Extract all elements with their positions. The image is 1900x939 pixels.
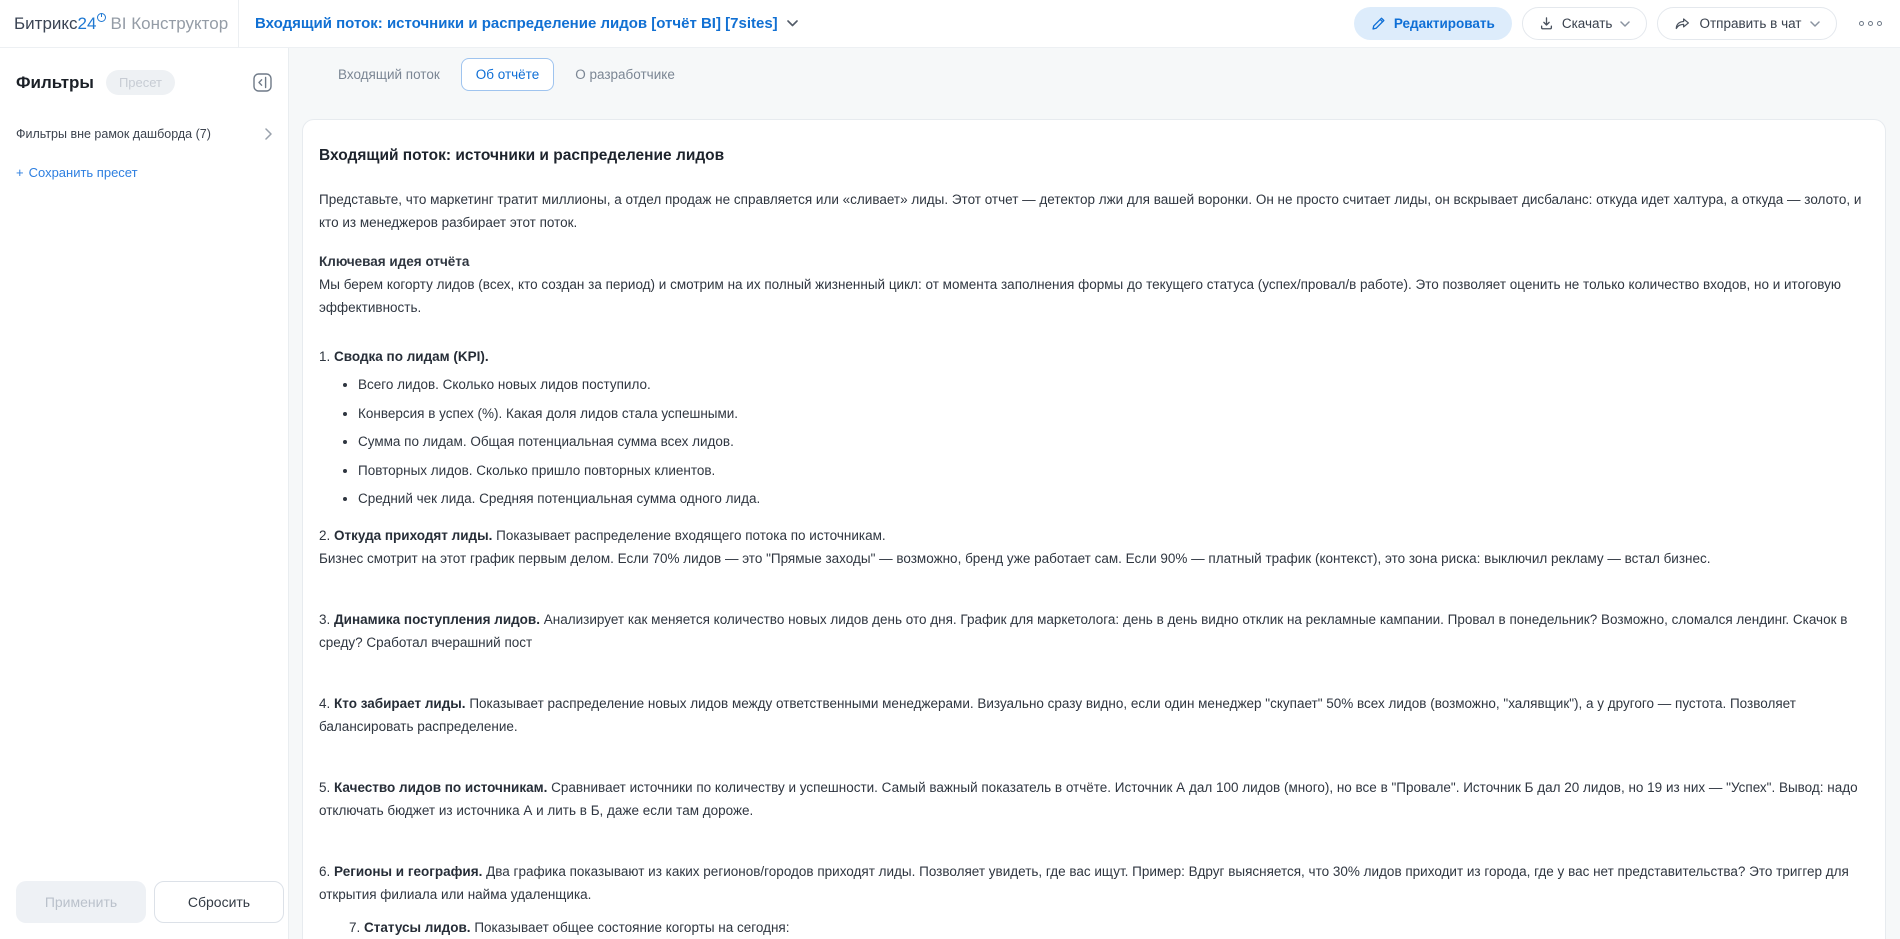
report-section-6 bbox=[319, 860, 1869, 906]
kpi-bullet: • Конверсия в успех (%). Какая доля лидов стала успешными. bbox=[358, 402, 1869, 425]
kpi-bullet-list bbox=[319, 373, 1869, 510]
key-idea-text: Мы берем когорту лидов (всех, кто создан за период) и смотрим на их полный жизненный цикл: от момента заполнения формы до текущего статуса (успех/провал/в работе). Это позволяет оценить не только количество входов, но и итоговую эффективность. bbox=[319, 277, 1841, 315]
filters-group-label: Фильтры вне рамок дашборда (7) bbox=[16, 127, 211, 141]
section-number: 2. bbox=[319, 528, 331, 543]
section-text: Сравнивает источники по количеству и успешности. Самый важный показатель в отчёте. Источник А дал 100 лидов (много), но все в "Провале". Источник Б дал 20 лидов, но 19 из них — "Успех". Вывод: надо отключать бюджет из источника А и лить в Б, даже если там дороже. bbox=[319, 780, 1858, 818]
download-button-label: Скачать bbox=[1561, 16, 1613, 31]
key-idea-title: Ключевая идея отчёта bbox=[319, 254, 470, 269]
send-to-chat-button[interactable] bbox=[1657, 7, 1836, 40]
save-preset-link[interactable] bbox=[16, 165, 138, 180]
more-menu-icon[interactable] bbox=[1857, 15, 1885, 33]
section-number: 5. bbox=[319, 780, 331, 795]
chevron-down-icon bbox=[1620, 21, 1630, 27]
kpi-bullet: • Сумма по лидам. Общая потенциальная сумма всех лидов. bbox=[358, 430, 1869, 453]
pencil-icon bbox=[1371, 16, 1386, 31]
share-arrow-icon bbox=[1674, 16, 1691, 31]
section-lead: Качество лидов по источникам. bbox=[334, 780, 548, 795]
kpi-bullet: • Средний чек лида. Средняя потенциальная сумма одного лида. bbox=[358, 487, 1869, 510]
preset-badge: Пресет bbox=[106, 70, 175, 95]
collapse-sidebar-icon[interactable] bbox=[253, 73, 272, 92]
report-heading: Входящий поток: источники и распределение лидов bbox=[319, 147, 725, 164]
main-area bbox=[289, 48, 1900, 939]
tab-incoming-flow[interactable]: Входящий поток bbox=[338, 67, 440, 82]
report-description-card bbox=[302, 119, 1886, 939]
section-lead: Динамика поступления лидов. bbox=[334, 612, 540, 627]
section-number: 4. bbox=[319, 696, 331, 711]
report-tabs bbox=[289, 58, 1886, 91]
tab-about-report[interactable]: Об отчёте bbox=[461, 58, 554, 91]
kpi-bullet: • Всего лидов. Сколько новых лидов поступило. bbox=[358, 373, 1869, 396]
bitrix24-clock-icon bbox=[97, 13, 106, 22]
section-lead: Кто забирает лиды. bbox=[334, 696, 466, 711]
section-lead: Регионы и география. bbox=[334, 864, 483, 879]
report-section-4 bbox=[319, 692, 1869, 738]
section-number: 7. bbox=[349, 920, 361, 935]
section-number: 3. bbox=[319, 612, 331, 627]
header-divider bbox=[238, 0, 239, 48]
section-lead: Статусы лидов. bbox=[364, 920, 471, 935]
section-text: Анализирует как меняется количество новых лидов день ото дня. График для маркетолога: день в день видно отклик на рекламные кампании. Провал в понедельник? Возможно, сломался лендинг. Скачок в среду? Сработал вчерашний пост bbox=[319, 612, 1848, 650]
chevron-down-icon bbox=[787, 20, 798, 27]
logo-text-24: 24 bbox=[77, 13, 97, 33]
app-header bbox=[0, 0, 1900, 48]
edit-button[interactable] bbox=[1354, 7, 1512, 40]
section-text: Два графика показывают из каких регионов/городов приходят лиды. Позволяет увидеть, где вас ищут. Пример: Вдруг выясняется, что 30% лидов приходит из города, где у вас нет представительства? Это триггер для открытия филиала или найма удаленщика. bbox=[319, 864, 1849, 902]
report-intro: Представьте, что маркетинг тратит миллионы, а отдел продаж не справляется или «сливает» лиды. Этот отчет — детектор лжи для вашей воронки. Он не просто считает лиды, он вскрывает дисбаланс: откуда идет халтура, а откуда — золото, и кто из менеджеров разбирает этот поток. bbox=[319, 192, 1862, 230]
report-section-7 bbox=[319, 916, 1869, 939]
section-text: Показывает распределение новых лидов между ответственными менеджерами. Визуально сразу видно, если один менеджер "скупает" 50% всех лидов (возможно, "халявщик"), а у другого — пустота. Позволяет балансировать распределение. bbox=[319, 696, 1796, 734]
edit-button-label: Редактировать bbox=[1393, 16, 1495, 31]
kpi-bullet: • Повторных лидов. Сколько пришло повторных клиентов. bbox=[358, 459, 1869, 482]
report-section-3 bbox=[319, 608, 1869, 654]
section-lead: Сводка по лидам (KPI). bbox=[334, 349, 489, 364]
chevron-right-icon bbox=[265, 128, 272, 140]
section-number: 6. bbox=[319, 864, 331, 879]
section-text: Показывает распределение входящего потока по источникам. bbox=[496, 528, 886, 543]
plus-icon: + bbox=[16, 165, 24, 180]
save-preset-label: Сохранить пресет bbox=[28, 165, 138, 180]
header-actions bbox=[1354, 7, 1884, 40]
report-title-dropdown[interactable] bbox=[255, 15, 798, 32]
filters-title: Фильтры bbox=[16, 72, 94, 92]
logo-text-bi-constructor: BI Конструктор bbox=[110, 13, 229, 33]
tab-about-developer[interactable]: О разработчике bbox=[575, 67, 675, 82]
section-lead: Откуда приходят лиды. bbox=[334, 528, 493, 543]
reset-button[interactable]: Сбросить bbox=[154, 881, 284, 923]
section-text: Показывает общее состояние когорты на сегодня: bbox=[474, 920, 790, 935]
report-section-1 bbox=[319, 345, 1869, 510]
chevron-down-icon bbox=[1810, 21, 1820, 27]
report-section-5 bbox=[319, 776, 1869, 822]
report-section-2 bbox=[319, 524, 1869, 570]
filters-group-row[interactable] bbox=[16, 127, 272, 141]
key-idea-block bbox=[319, 250, 1869, 319]
sidebar-footer bbox=[16, 881, 284, 923]
section-number: 1. bbox=[319, 349, 331, 364]
apply-button[interactable]: Применить bbox=[16, 881, 146, 923]
bitrix24-logo bbox=[14, 14, 238, 34]
download-icon bbox=[1539, 16, 1554, 31]
report-title: Входящий поток: источники и распределение лидов [отчёт BI] [7sites] bbox=[255, 15, 778, 32]
send-to-chat-button-label: Отправить в чат bbox=[1699, 16, 1802, 31]
download-button[interactable] bbox=[1522, 7, 1648, 40]
logo-text-bitriks: Битрикс bbox=[14, 13, 78, 33]
filters-sidebar bbox=[0, 48, 289, 939]
section-text-2: Бизнес смотрит на этот график первым делом. Если 70% лидов — это "Прямые заходы" — возможно, бренд уже работает сам. Если 90% — платный трафик (контекст), это зона риска: выключил рекламу — встал бизнес. bbox=[319, 551, 1711, 566]
